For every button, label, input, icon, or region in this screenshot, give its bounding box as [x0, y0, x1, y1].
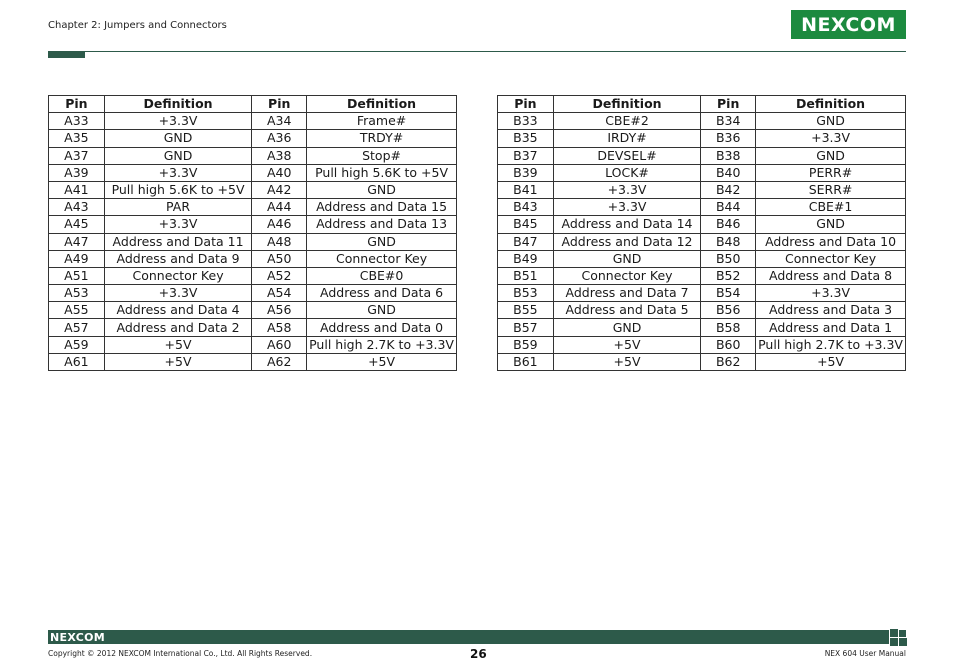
definition-cell: Pull high 5.6K to +5V: [307, 164, 457, 181]
pin-cell: A34: [252, 113, 307, 130]
definition-cell: CBE#2: [553, 113, 700, 130]
table-row: [49, 336, 457, 353]
pin-table-b: [497, 95, 906, 371]
footer-bar: [48, 630, 906, 644]
table-row: [49, 147, 457, 164]
table-row: [49, 353, 457, 370]
column-header-pin: Pin: [252, 96, 307, 113]
footer-logo: NEXCOM: [50, 631, 105, 644]
table-row: [49, 302, 457, 319]
pin-cell: B62: [701, 353, 756, 370]
pin-cell: A54: [252, 285, 307, 302]
manual-title: NEX 604 User Manual: [824, 649, 906, 658]
pin-cell: A56: [252, 302, 307, 319]
pin-cell: B49: [498, 250, 554, 267]
pin-cell: B35: [498, 130, 554, 147]
pin-cell: B48: [701, 233, 756, 250]
definition-cell: Connector Key: [307, 250, 457, 267]
definition-cell: +5V: [307, 353, 457, 370]
pin-cell: A46: [252, 216, 307, 233]
definition-cell: Address and Data 4: [104, 302, 252, 319]
column-header-pin: Pin: [49, 96, 105, 113]
definition-cell: Address and Data 2: [104, 319, 252, 336]
table-row: [49, 319, 457, 336]
pin-cell: B61: [498, 353, 554, 370]
definition-cell: Address and Data 1: [756, 319, 906, 336]
table-row: [498, 233, 906, 250]
table-row: [498, 267, 906, 284]
definition-cell: PAR: [104, 199, 252, 216]
table-row: [49, 285, 457, 302]
pin-cell: B52: [701, 267, 756, 284]
table-row: [498, 164, 906, 181]
definition-cell: PERR#: [756, 164, 906, 181]
footer-squares-icon: [889, 628, 907, 646]
column-header-pin: Pin: [701, 96, 756, 113]
definition-cell: GND: [756, 113, 906, 130]
pin-cell: B58: [701, 319, 756, 336]
pin-cell: B55: [498, 302, 554, 319]
definition-cell: +3.3V: [104, 216, 252, 233]
pin-cell: A48: [252, 233, 307, 250]
pin-cell: A49: [49, 250, 105, 267]
table-row: [49, 164, 457, 181]
pin-cell: B51: [498, 267, 554, 284]
definition-cell: +5V: [104, 353, 252, 370]
pin-cell: A47: [49, 233, 105, 250]
table-row: [49, 267, 457, 284]
definition-cell: SERR#: [756, 181, 906, 198]
table-header-row: [498, 96, 906, 113]
pin-cell: A61: [49, 353, 105, 370]
definition-cell: +3.3V: [756, 130, 906, 147]
table-row: [498, 302, 906, 319]
pin-cell: B47: [498, 233, 554, 250]
pin-cell: B42: [701, 181, 756, 198]
chapter-title: Chapter 2: Jumpers and Connectors: [48, 20, 227, 31]
pin-cell: A59: [49, 336, 105, 353]
definition-cell: +3.3V: [553, 181, 700, 198]
definition-cell: Pull high 5.6K to +5V: [104, 181, 252, 198]
pin-cell: B33: [498, 113, 554, 130]
pin-cell: B37: [498, 147, 554, 164]
nexcom-logo: [791, 10, 906, 39]
definition-cell: GND: [307, 302, 457, 319]
copyright-text: Copyright © 2012 NEXCOM International Co., Ltd. All Rights Reserved.: [48, 649, 313, 658]
definition-cell: +3.3V: [756, 285, 906, 302]
pin-cell: A57: [49, 319, 105, 336]
pin-cell: A43: [49, 199, 105, 216]
pin-cell: A44: [252, 199, 307, 216]
table-row: [498, 216, 906, 233]
definition-cell: Frame#: [307, 113, 457, 130]
page-number: 26: [470, 647, 487, 661]
definition-cell: GND: [553, 319, 700, 336]
pin-cell: A58: [252, 319, 307, 336]
definition-cell: Pull high 2.7K to +3.3V: [307, 336, 457, 353]
column-header-definition: Definition: [553, 96, 700, 113]
pin-cell: B46: [701, 216, 756, 233]
pin-cell: A35: [49, 130, 105, 147]
definition-cell: Address and Data 15: [307, 199, 457, 216]
pin-cell: B34: [701, 113, 756, 130]
definition-cell: GND: [307, 233, 457, 250]
definition-cell: CBE#1: [756, 199, 906, 216]
pin-cell: A41: [49, 181, 105, 198]
definition-cell: DEVSEL#: [553, 147, 700, 164]
definition-cell: Pull high 2.7K to +3.3V: [756, 336, 906, 353]
pin-table-a: [48, 95, 457, 371]
table-row: [49, 250, 457, 267]
definition-cell: +5V: [553, 336, 700, 353]
definition-cell: +5V: [104, 336, 252, 353]
pin-cell: B44: [701, 199, 756, 216]
pin-cell: A53: [49, 285, 105, 302]
table-row: [49, 199, 457, 216]
definition-cell: GND: [553, 250, 700, 267]
definition-cell: Address and Data 6: [307, 285, 457, 302]
table-row: [49, 233, 457, 250]
table-row: [498, 181, 906, 198]
table-row: [498, 147, 906, 164]
pin-cell: B41: [498, 181, 554, 198]
table-row: [49, 113, 457, 130]
column-header-pin: Pin: [498, 96, 554, 113]
pin-cell: A45: [49, 216, 105, 233]
definition-cell: +3.3V: [553, 199, 700, 216]
pin-cell: B43: [498, 199, 554, 216]
pin-cell: A51: [49, 267, 105, 284]
pin-cell: A39: [49, 164, 105, 181]
definition-cell: +3.3V: [104, 164, 252, 181]
table-row: [498, 353, 906, 370]
column-header-definition: Definition: [756, 96, 906, 113]
pin-cell: B38: [701, 147, 756, 164]
pin-cell: A42: [252, 181, 307, 198]
table-row: [49, 216, 457, 233]
definition-cell: TRDY#: [307, 130, 457, 147]
pin-cell: B36: [701, 130, 756, 147]
definition-cell: Address and Data 0: [307, 319, 457, 336]
table-row: [498, 319, 906, 336]
definition-cell: GND: [756, 147, 906, 164]
pin-cell: A33: [49, 113, 105, 130]
definition-cell: CBE#0: [307, 267, 457, 284]
table-row: [498, 199, 906, 216]
table-row: [49, 130, 457, 147]
table-row: [498, 285, 906, 302]
pin-cell: B60: [701, 336, 756, 353]
definition-cell: Stop#: [307, 147, 457, 164]
pin-cell: B54: [701, 285, 756, 302]
pin-cell: B50: [701, 250, 756, 267]
pin-cell: B45: [498, 216, 554, 233]
definition-cell: Connector Key: [104, 267, 252, 284]
pin-cell: A40: [252, 164, 307, 181]
header-accent-block: [48, 51, 85, 58]
pin-cell: A60: [252, 336, 307, 353]
table-row: [498, 130, 906, 147]
definition-cell: Address and Data 8: [756, 267, 906, 284]
definition-cell: +3.3V: [104, 113, 252, 130]
definition-cell: +5V: [553, 353, 700, 370]
header-divider: [48, 51, 906, 52]
pin-cell: B59: [498, 336, 554, 353]
pin-cell: A62: [252, 353, 307, 370]
table-row: [49, 181, 457, 198]
pin-cell: B53: [498, 285, 554, 302]
definition-cell: Address and Data 10: [756, 233, 906, 250]
definition-cell: LOCK#: [553, 164, 700, 181]
definition-cell: +5V: [756, 353, 906, 370]
definition-cell: Address and Data 14: [553, 216, 700, 233]
definition-cell: Address and Data 3: [756, 302, 906, 319]
pin-cell: A36: [252, 130, 307, 147]
definition-cell: Address and Data 5: [553, 302, 700, 319]
definition-cell: GND: [307, 181, 457, 198]
pin-cell: B57: [498, 319, 554, 336]
pin-cell: A50: [252, 250, 307, 267]
definition-cell: +3.3V: [104, 285, 252, 302]
pin-cell: B40: [701, 164, 756, 181]
definition-cell: Address and Data 9: [104, 250, 252, 267]
column-header-definition: Definition: [104, 96, 252, 113]
definition-cell: Address and Data 11: [104, 233, 252, 250]
definition-cell: Connector Key: [553, 267, 700, 284]
definition-cell: Connector Key: [756, 250, 906, 267]
table-row: [498, 336, 906, 353]
definition-cell: GND: [756, 216, 906, 233]
logo-text: NEXCOM: [801, 13, 896, 36]
pin-cell: B56: [701, 302, 756, 319]
pin-cell: A37: [49, 147, 105, 164]
table-row: [498, 250, 906, 267]
definition-cell: IRDY#: [553, 130, 700, 147]
column-header-definition: Definition: [307, 96, 457, 113]
table-row: [498, 113, 906, 130]
pin-cell: B39: [498, 164, 554, 181]
definition-cell: Address and Data 7: [553, 285, 700, 302]
table-header-row: [49, 96, 457, 113]
definition-cell: GND: [104, 147, 252, 164]
definition-cell: Address and Data 13: [307, 216, 457, 233]
definition-cell: GND: [104, 130, 252, 147]
pin-cell: A55: [49, 302, 105, 319]
pin-cell: A52: [252, 267, 307, 284]
pin-cell: A38: [252, 147, 307, 164]
definition-cell: Address and Data 12: [553, 233, 700, 250]
